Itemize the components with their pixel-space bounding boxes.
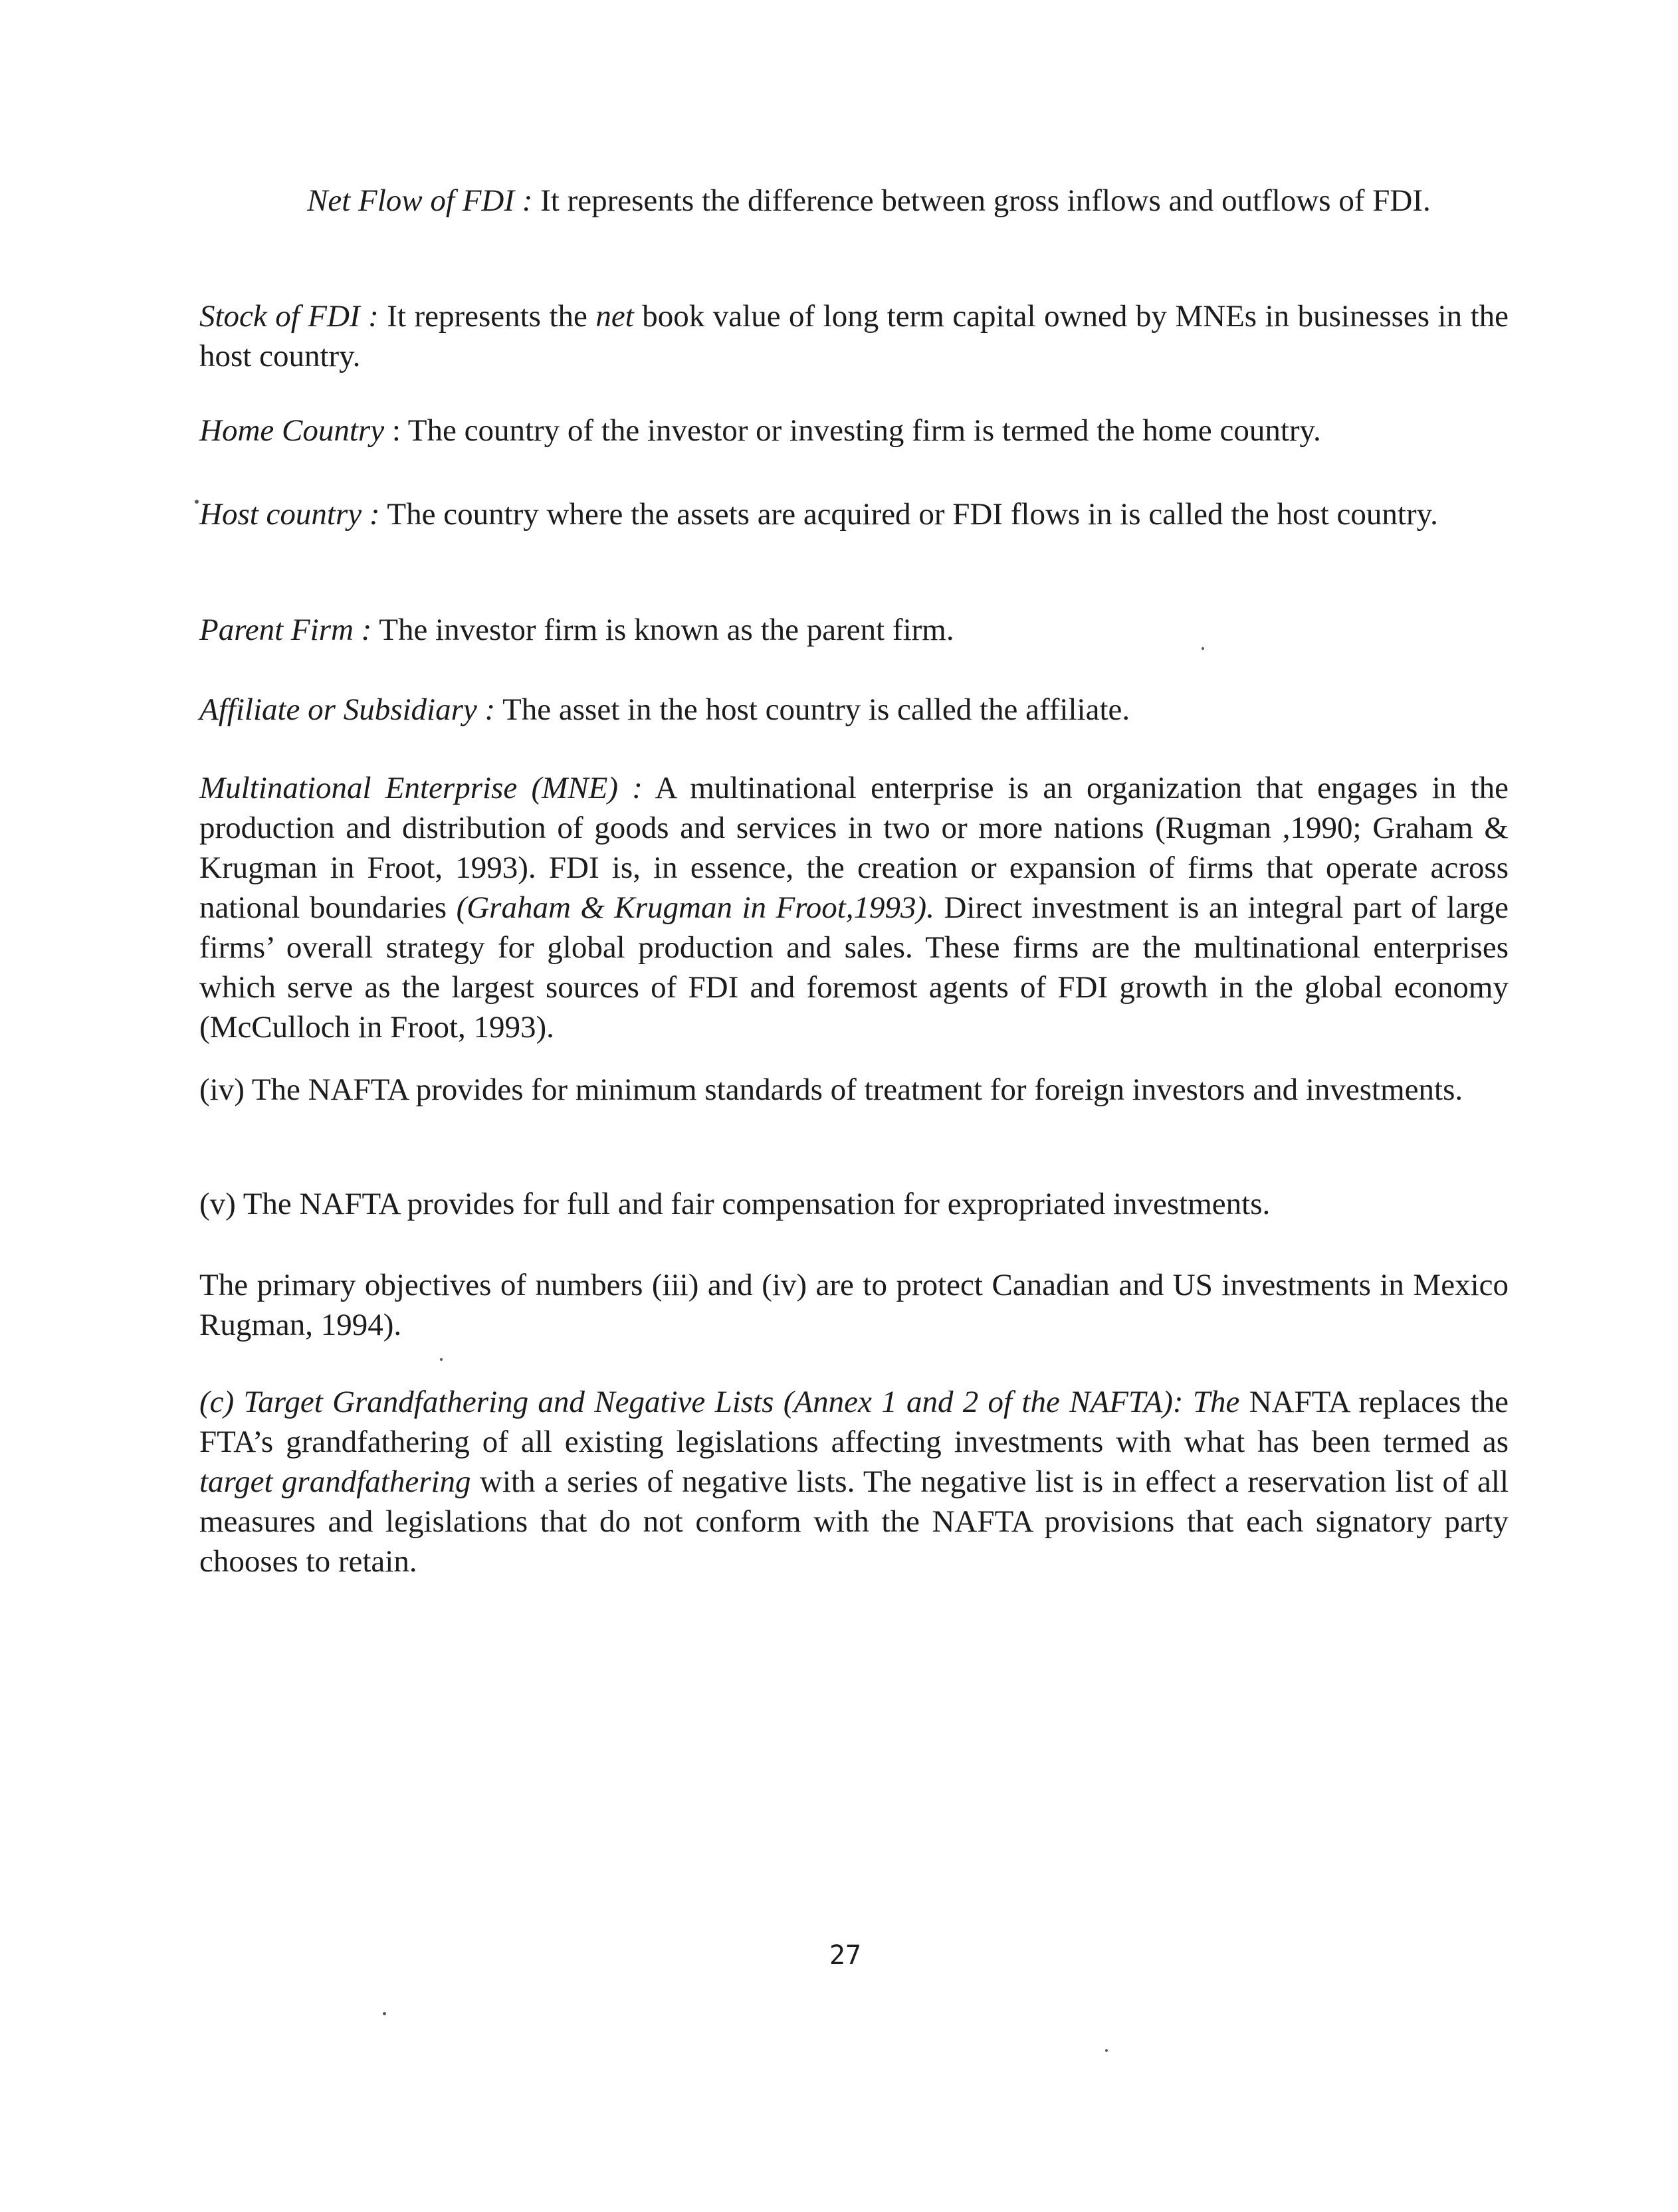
paragraph-primary-objectives bbox=[199, 1265, 1509, 1345]
paragraph-multinational-enterprise bbox=[199, 768, 1509, 1047]
definition-stock-of-fdi-part-1: It represents the bbox=[378, 299, 596, 334]
term-multinational-enterprise: Multinational Enterprise (MNE) : bbox=[199, 771, 643, 805]
paragraph-target-grandfathering bbox=[199, 1382, 1509, 1581]
scan-speck bbox=[1105, 2049, 1108, 2052]
paragraph-item-v bbox=[199, 1184, 1509, 1224]
emphasis-net: net bbox=[595, 299, 634, 334]
paragraph-host-country bbox=[199, 494, 1509, 534]
definition-net-flow-of-fdi: It represents the difference between gross inflows and outflows of FDI. bbox=[532, 183, 1431, 218]
paragraph-stock-of-fdi bbox=[199, 296, 1509, 376]
heading-target-grandfathering: (c) Target Grandfathering and Negative Lists (Annex 1 and 2 of the NAFTA): The bbox=[199, 1385, 1240, 1419]
paragraph-net-flow-of-fdi bbox=[307, 181, 1437, 221]
scan-speck bbox=[383, 2012, 386, 2015]
target-grandfathering-text-part-1: NAFTA replaces the FTA’s grandfathering of all existing legislations affecting investments with what has been termed as bbox=[199, 1385, 1509, 1459]
target-grandfathering-text-part-2: with a series of negative lists. The negative list is in effect a reservation list of all measures and legislations that do not conform with the NAFTA provisions that each signatory party chooses to retain. bbox=[199, 1464, 1509, 1579]
definition-stock-of-fdi-part-2: book value of long term capital owned by MNEs in businesses in the host country. bbox=[199, 299, 1509, 373]
page-number: 27 bbox=[829, 1940, 862, 1971]
definition-mne-part-2: Direct investment is an integral part of large firms’ overall strategy for global production and sales. These firms are the multinational enterprises which serve as the largest sources of FDI and foremost agents of FDI growth in the global economy (McCulloch in Froot, 1993). bbox=[199, 890, 1509, 1045]
paragraph-item-iv bbox=[199, 1070, 1509, 1110]
term-affiliate-or-subsidiary: Affiliate or Subsidiary : bbox=[199, 692, 496, 727]
item-v-text: (v) The NAFTA provides for full and fair compensation for expropriated investments. bbox=[199, 1187, 1271, 1221]
term-host-country: Host country : bbox=[199, 497, 380, 532]
definition-home-country: : The country of the investor or investing firm is termed the home country. bbox=[384, 413, 1321, 448]
definition-mne-part-1: A multinational enterprise is an organization that engages in the production and distribution of goods and services in two or more nations (Rugman ,1990; Graham & Krugman in Froot, 1993). FDI is, in essence, the creation or expansion of firms that operate across national boundaries bbox=[199, 771, 1509, 925]
paragraph-parent-firm bbox=[199, 610, 1509, 650]
paragraph-affiliate-or-subsidiary bbox=[199, 690, 1509, 730]
scan-speck bbox=[1202, 647, 1204, 650]
term-stock-of-fdi: Stock of FDI : bbox=[199, 299, 379, 334]
definition-parent-firm: The investor firm is known as the parent firm. bbox=[371, 613, 954, 647]
item-iv-text: (iv) The NAFTA provides for minimum standards of treatment for foreign investors and investments. bbox=[199, 1072, 1463, 1107]
term-net-flow-of-fdi: Net Flow of FDI : bbox=[307, 183, 533, 218]
citation-graham-krugman: (Graham & Krugman in Froot,1993). bbox=[456, 890, 934, 925]
term-parent-firm: Parent Firm : bbox=[199, 613, 372, 647]
term-home-country: Home Country bbox=[199, 413, 385, 448]
scan-speck bbox=[195, 500, 199, 504]
paragraph-home-country bbox=[199, 411, 1509, 451]
primary-objectives-text: The primary objectives of numbers (iii) and (iv) are to protect Canadian and US investments in Mexico Rugman, 1994). bbox=[199, 1268, 1509, 1342]
emphasis-target-grandfathering: target grandfathering bbox=[199, 1464, 471, 1499]
scan-speck bbox=[440, 1358, 443, 1361]
definition-affiliate-or-subsidiary: The asset in the host country is called the affiliate. bbox=[495, 692, 1130, 727]
definition-host-country: The country where the assets are acquired or FDI flows in is called the host country. bbox=[379, 497, 1438, 532]
